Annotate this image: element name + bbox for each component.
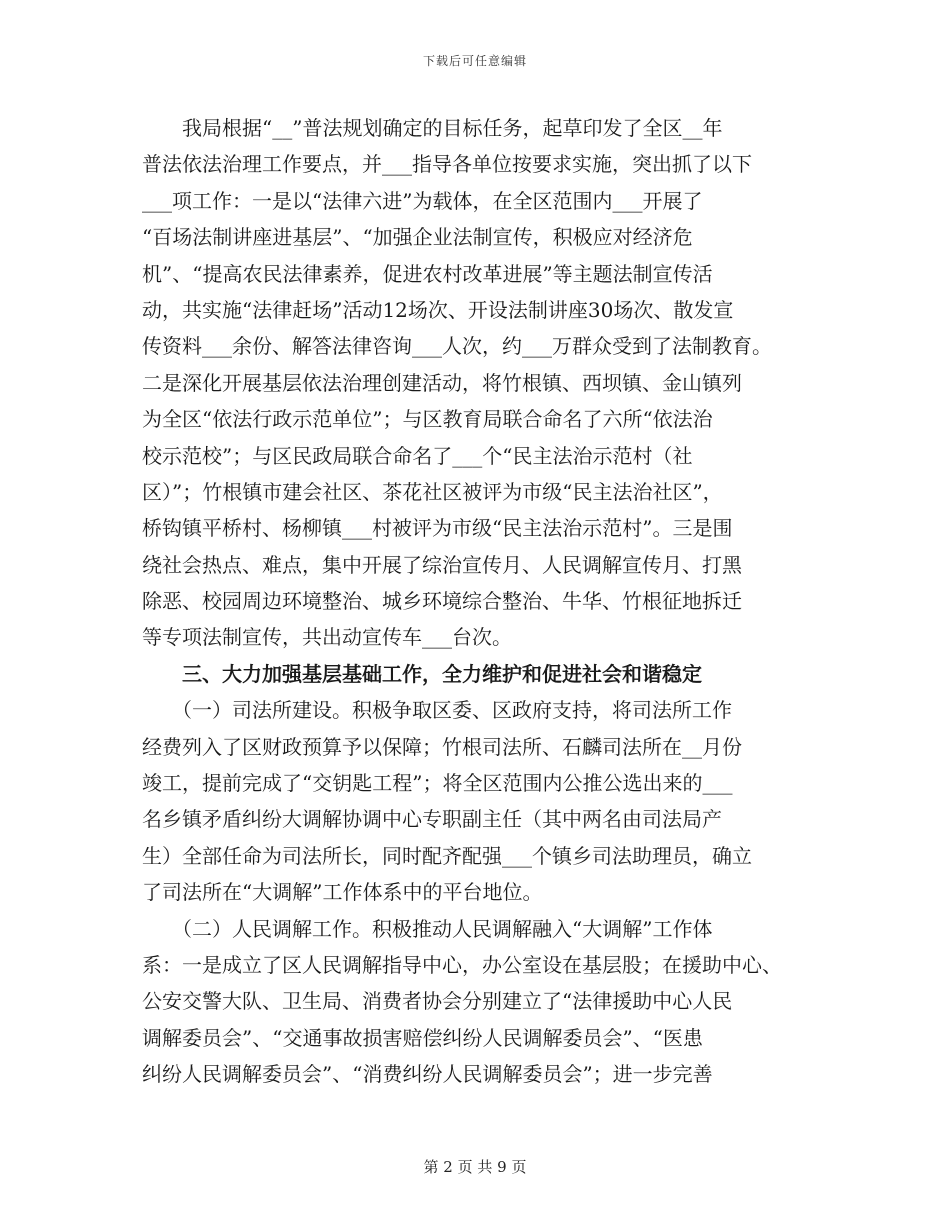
text-line: 系：一是成立了区人民调解指导中心，办公室设在基层股；在援助中心、 <box>142 952 782 977</box>
text-line: 校示范校”；与区民政局联合命名了___个“民主法治示范村（社 <box>142 443 693 468</box>
text-line: 为全区“依法行政示范单位”；与区教育局联合命名了六所“依法治 <box>142 407 713 432</box>
text-line: 了司法所在“大调解”工作体系中的平台地位。 <box>142 880 543 905</box>
text-line: 动，共实施“法律赶场”活动12场次、开设法制讲座30场次、散发宣 <box>142 297 734 322</box>
document-body <box>142 110 810 1093</box>
text-line: 除恶、校园周边环境整治、城乡环境综合整治、牛华、竹根征地拆迁 <box>142 589 742 614</box>
text-line: 竣工，提前完成了“交钥匙工程”；将全区范围内公推公选出来的___ <box>142 771 733 796</box>
text-line: （二）人民调解工作。积极推动人民调解融入“大调解”工作体 <box>142 916 713 941</box>
text-line: 名乡镇矛盾纠纷大调解协调中心专职副主任（其中两名由司法局产 <box>142 807 722 832</box>
text-line: 公安交警大队、卫生局、消费者协会分别建立了“法律援助中心人民 <box>142 989 733 1014</box>
text-line: 传资料___余份、解答法律咨询___人次，约___万群众受到了法制教育。 <box>142 334 772 359</box>
section-heading: 三、大力加强基层基础工作，全力维护和促进社会和谐稳定 <box>142 661 702 686</box>
text-line: 生）全部任命为司法所长，同时配齐配强___个镇乡司法助理员，确立 <box>142 843 752 868</box>
text-line: 绕社会热点、难点，集中开展了综治宣传月、人民调解宣传月、打黑 <box>142 552 742 577</box>
text-line: 区）”；竹根镇市建会社区、茶花社区被评为市级“民主法治社区”， <box>142 479 723 504</box>
text-line: “百场法制讲座进基层”、“加强企业法制宣传，积极应对经济危 <box>142 225 693 250</box>
text-line: 经费列入了区财政预算予以保障；竹根司法所、石麟司法所在__月份 <box>142 734 742 759</box>
text-line: 二是深化开展基层依法治理创建活动，将竹根镇、西坝镇、金山镇列 <box>142 370 742 395</box>
text-line: 调解委员会”、“交通事故损害赔偿纠纷人民调解委员会”、“医患 <box>142 1025 703 1050</box>
text-line: 机”、“提高农民法律素养，促进农村改革进展”等主题法制宣传活 <box>142 261 713 286</box>
text-line: 我局根据“__”普法规划确定的目标任务，起草印发了全区__年 <box>142 116 723 140</box>
text-line: 桥钩镇平桥村、杨柳镇___村被评为市级“民主法治示范村”。三是围 <box>142 516 733 541</box>
text-line: ___项工作：一是以“法律六进”为载体，在全区范围内___开展了 <box>142 188 703 213</box>
text-line: 普法依法治理工作要点，并___指导各单位按要求实施，突出抓了以下 <box>142 152 752 177</box>
text-line: 等专项法制宣传，共出动宣传车___台次。 <box>142 625 512 650</box>
text-line: 纠纷人民调解委员会”、“消费纠纷人民调解委员会”；进一步完善 <box>142 1062 713 1087</box>
page-footer: 第 2 页 共 9 页 <box>423 1158 527 1176</box>
page-header: 下载后可任意编辑 <box>422 54 527 68</box>
text-line: （一）司法所建设。积极争取区委、区政府支持，将司法所工作 <box>142 698 732 723</box>
